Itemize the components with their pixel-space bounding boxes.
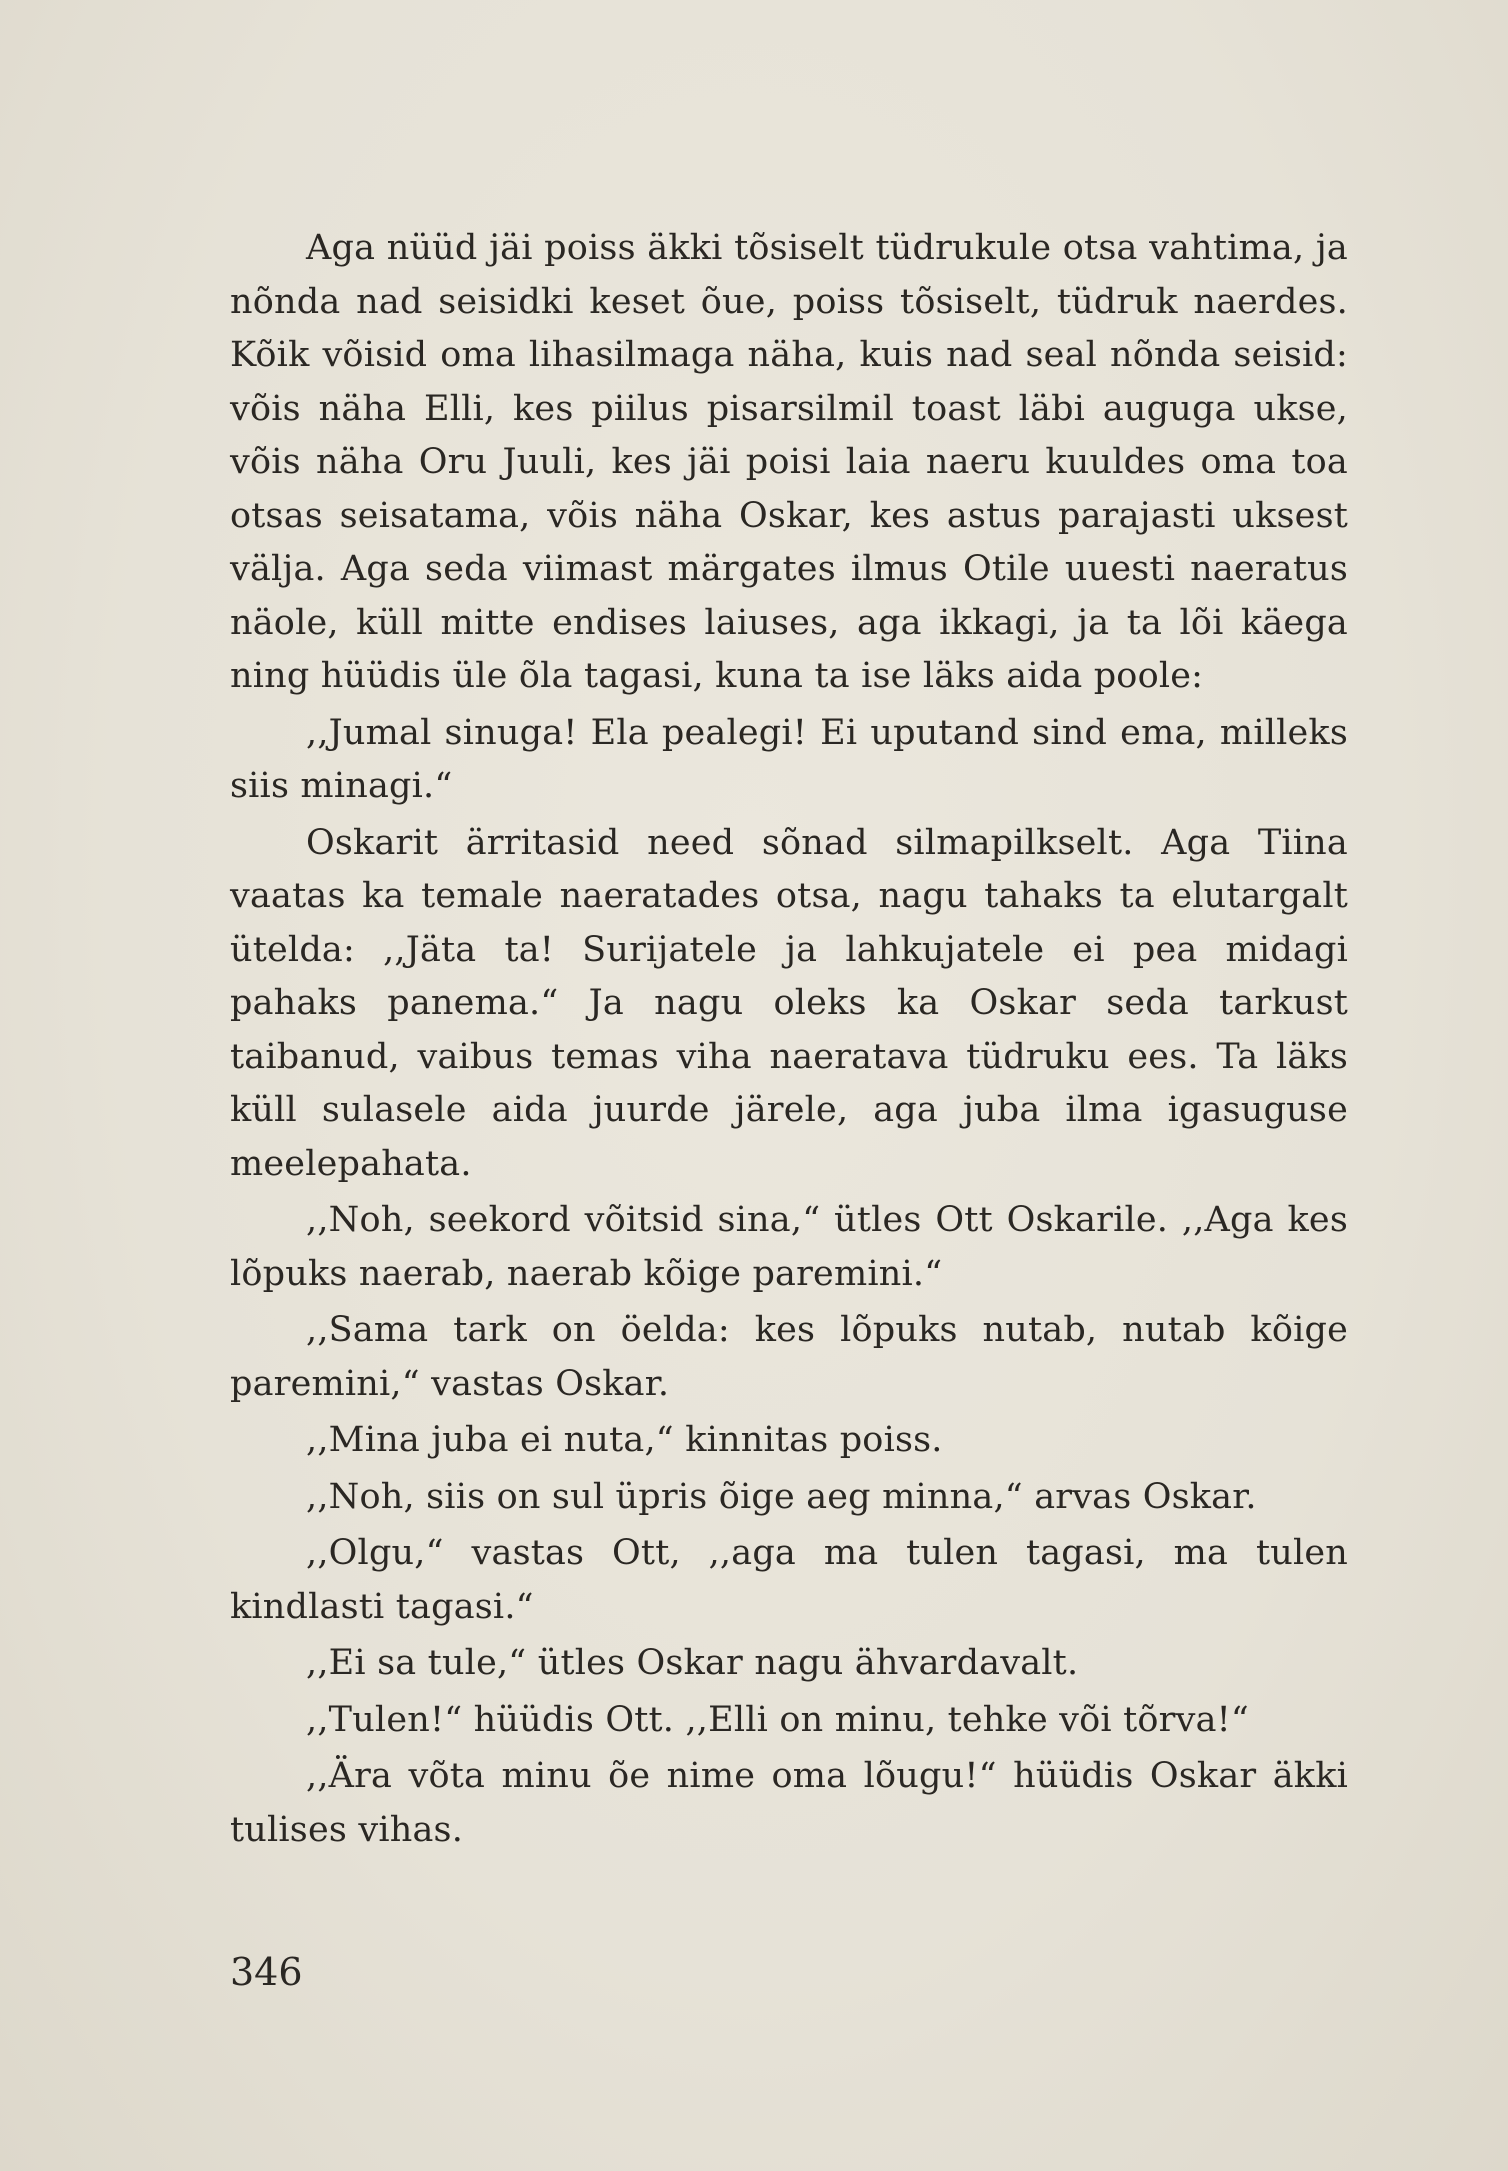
paragraph: ,,Mina juba ei nuta,“ kinnitas poiss. xyxy=(306,1420,943,1460)
paragraph: Aga nüüd jäi poiss äkki tõsiselt tüdrukule otsa vahtima, ja nõnda nad seisidki keset õue, poiss tõsiselt, tüdruk naerdes. Kõik võisid oma lihasilmaga näha, kuis nad seal nõnda seisid: võis näha Elli, kes piilus pisarsilmil toast läbi auguga ukse, võis näha Oru Juuli, kes jäi poisi laia naeru kuuldes oma toa otsas seisatama, võis näha Oskar, kes astus parajasti uksest välja. Aga seda viimast märgates ilmus Otile uuesti naeratus näole, küll mitte endises laiuses, aga ikkagi, ja ta lõi käega ning hüüdis üle õla tagasi, kuna ta ise läks aida poole: xyxy=(230,228,1348,696)
paragraph: ,,Tulen!“ hüüdis Ott. ,,Elli on minu, tehke või tõrva!“ xyxy=(306,1699,1250,1740)
paragraph: ,,Ei sa tule,“ ütles Oskar nagu ähvardavalt. xyxy=(306,1643,1079,1683)
paragraph: ,,Noh, seekord võitsid sina,“ ütles Ott Oskarile. ,,Aga kes lõpuks naerab, naerab kõige paremini.“ xyxy=(230,1200,1348,1294)
paragraph: ,,Olgu,“ vastas Ott, ,,aga ma tulen tagasi, ma tulen kindlasti tagasi.“ xyxy=(230,1533,1348,1627)
paragraph: ,,Noh, siis on sul üpris õige aeg minna,“ arvas Oskar. xyxy=(306,1476,1257,1517)
page-number: 346 xyxy=(230,1950,303,1994)
paragraph: ,,Ära võta minu õe nime oma lõugu!“ hüüdis Oskar äkki tulises vihas. xyxy=(230,1756,1348,1850)
paragraph: ,,Sama tark on öelda: kes lõpuks nutab, nutab kõige paremini,“ vastas Oskar. xyxy=(230,1310,1348,1404)
body-text xyxy=(230,222,1348,1860)
paragraph: ,,Jumal sinuga! Ela pealegi! Ei uputand sind ema, milleks siis minagi.“ xyxy=(230,712,1348,806)
paragraph: Oskarit ärritasid need sõnad silmapilkselt. Aga Tiina vaatas ka temale naeratades otsa, nagu tahaks ta elutargalt ütelda: ,,Jäta ta! Surijatele ja lahkujatele ei pea midagi pahaks panema.“ Ja nagu oleks ka Oskar seda tarkust taibanud, vaibus temas viha naeratava tüdruku ees. Ta läks küll sulasele aida juurde järele, aga juba ilma igasuguse meelepahata. xyxy=(230,822,1348,1184)
